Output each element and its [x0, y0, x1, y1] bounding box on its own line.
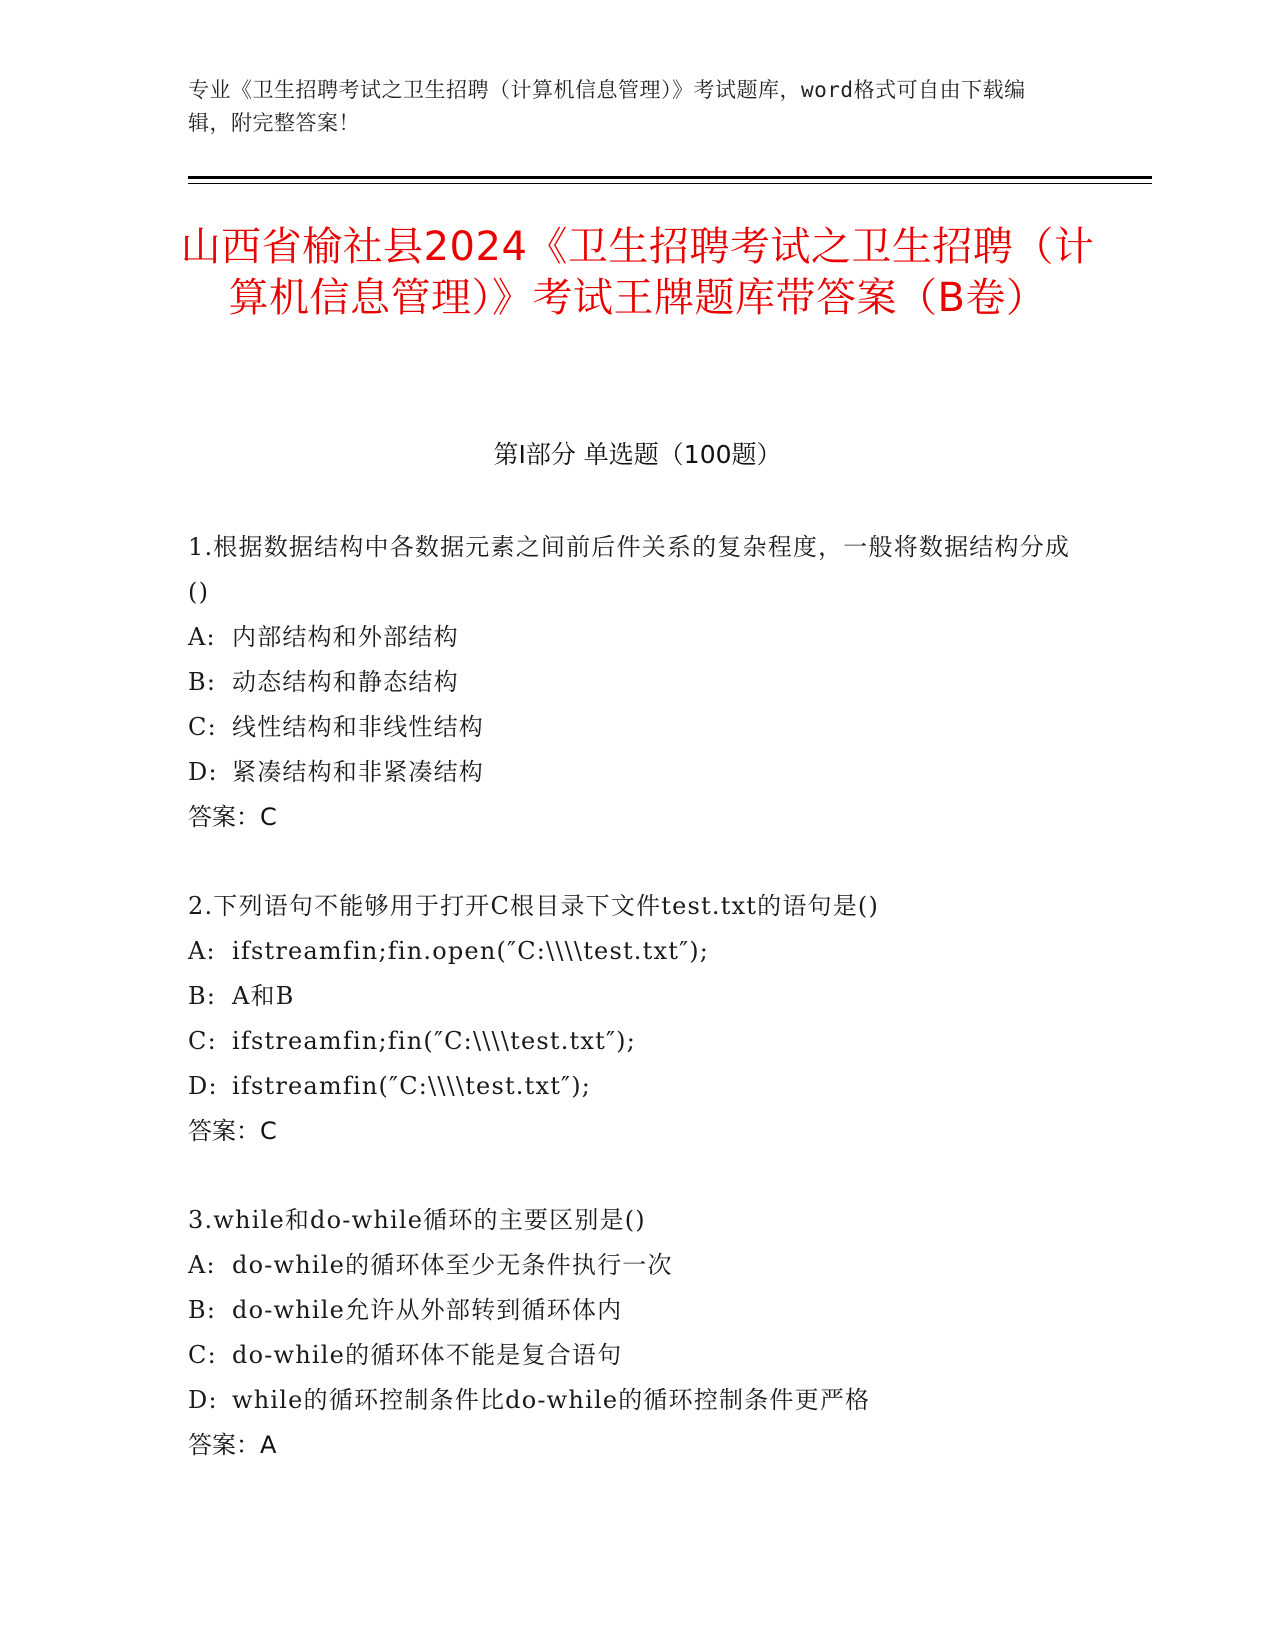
option-c	[188, 705, 1088, 750]
answer-line: 答案：A	[188, 1431, 277, 1459]
option-key: D:	[188, 1386, 218, 1414]
document-title: 山西省榆社县2024《卫生招聘考试之卫生招聘（计算机信息管理）》考试王牌题库带答案（B卷）	[180, 224, 1095, 321]
header-rule-thick	[188, 176, 1152, 179]
option-key: C:	[188, 713, 217, 741]
option-text: 动态结构和静态结构	[232, 668, 459, 696]
option-text: A和B	[232, 982, 295, 1010]
option-key: C:	[188, 1027, 217, 1055]
option-key: D:	[188, 758, 218, 786]
option-a	[188, 615, 1088, 660]
option-text: 紧凑结构和非紧凑结构	[232, 758, 484, 786]
option-key: D:	[188, 1072, 218, 1100]
question-list	[188, 525, 1088, 1512]
answer-line: 答案：C	[188, 803, 277, 831]
option-text: do-while允许从外部转到循环体内	[232, 1296, 623, 1324]
option-text: 线性结构和非线性结构	[232, 713, 484, 741]
option-text: do-while的循环体不能是复合语句	[232, 1341, 623, 1369]
option-key: A:	[188, 937, 216, 965]
option-text: while的循环控制条件比do-while的循环控制条件更严格	[232, 1386, 871, 1414]
option-c	[188, 1333, 1088, 1378]
option-a	[188, 1243, 1088, 1288]
answer-line: 答案：C	[188, 1117, 277, 1145]
option-key: C:	[188, 1341, 217, 1369]
question-stem: 1.根据数据结构中各数据元素之间前后件关系的复杂程度，一般将数据结构分成()	[188, 533, 1071, 606]
header-rule-thin	[188, 183, 1152, 184]
option-d	[188, 1378, 1088, 1423]
question-2	[188, 884, 1088, 1154]
option-key: A:	[188, 1251, 216, 1279]
option-d	[188, 1064, 1088, 1109]
option-d	[188, 750, 1088, 795]
question-3	[188, 1198, 1088, 1468]
option-b	[188, 974, 1088, 1019]
question-stem: 2.下列语句不能够用于打开C根目录下文件test.txt的语句是()	[188, 892, 880, 920]
option-c	[188, 1019, 1088, 1064]
option-text: ifstreamfin(″C:\\\\test.txt″);	[232, 1072, 592, 1100]
option-b	[188, 1288, 1088, 1333]
question-1	[188, 525, 1088, 840]
option-key: B:	[188, 982, 217, 1010]
option-key: B:	[188, 668, 217, 696]
option-key: B:	[188, 1296, 217, 1324]
document-header-note: 专业《卫生招聘考试之卫生招聘（计算机信息管理）》考试题库，word格式可自由下载编辑，附完整答案！	[188, 78, 1026, 135]
option-key: A:	[188, 623, 216, 651]
question-stem: 3.while和do-while循环的主要区别是()	[188, 1206, 646, 1234]
option-a	[188, 929, 1088, 974]
option-text: do-while的循环体至少无条件执行一次	[232, 1251, 673, 1279]
option-text: ifstreamfin;fin(″C:\\\\test.txt″);	[232, 1027, 636, 1055]
option-b	[188, 660, 1088, 705]
option-text: ifstreamfin;fin.open(″C:\\\\test.txt″);	[232, 937, 710, 965]
option-text: 内部结构和外部结构	[232, 623, 459, 651]
section-heading: 第I部分 单选题（100题）	[493, 440, 782, 469]
